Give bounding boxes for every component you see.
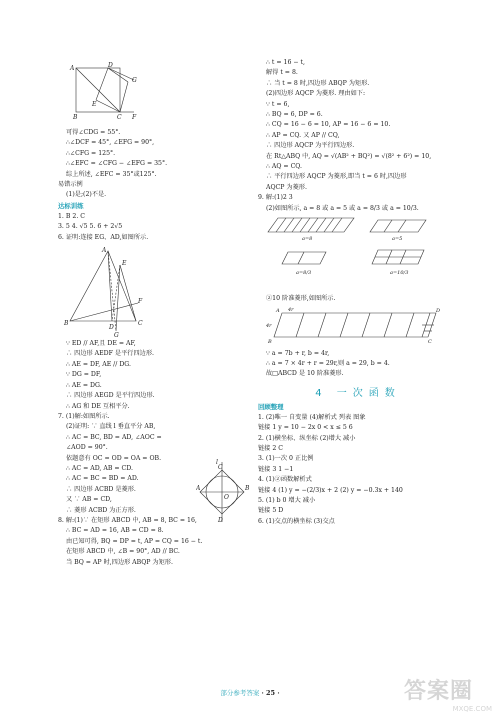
right-text-block-3 <box>258 349 458 380</box>
watermark-small: MXQE.COM <box>452 705 492 713</box>
footer-label: 部分参考答案 <box>220 689 260 697</box>
answer-line: ∴ AE = DG. <box>66 381 102 389</box>
answer-line: ∵ t = 6, <box>266 100 290 108</box>
answer-line: 7. (1)解:如图所示. <box>58 412 110 420</box>
answer-line: ∴ AC = BC = BD = AD. <box>66 475 139 483</box>
answer-line: 1. B 2. C <box>58 212 85 220</box>
figure-9-ten-order-rhombus <box>258 307 448 347</box>
answer-line: ∴ 四边形 AQCP 为平行四边形. <box>266 142 355 150</box>
fig6-label-c: C <box>138 320 143 328</box>
answer-line: 5. (1) b 0 增大 减小 <box>258 496 316 504</box>
left-text-block-2 <box>58 339 240 568</box>
fig1-label-g: G <box>132 77 137 84</box>
answer-line: 链接 5 D <box>258 507 284 515</box>
right-text-block-1 <box>258 58 458 214</box>
watermark-big: 答案圈 <box>404 679 474 704</box>
figure-6-triangle <box>58 245 158 337</box>
fig6-label-b: B <box>64 320 69 328</box>
fig1-label-a: A <box>70 65 75 72</box>
answer-line: ∠AOD = 90°. <box>66 444 108 452</box>
answer-line: 1. (2)唯一 自变量 (4)解析式 列表 图象 <box>258 413 366 421</box>
answer-line: 在矩形 ABCD 中, ∠B = 90°, AD // BC. <box>66 548 180 556</box>
answer-line: 在 Rt△ABQ 中, AQ = √(AB² + BQ²) = √(8² + 6²) = 10, <box>266 152 432 160</box>
answer-line: 由已知可得, BQ = DP = t, AP = CQ = 16 − t. <box>66 537 203 545</box>
fig7-label-b: B <box>245 485 250 492</box>
answer-line: ∴ AC = AD, AB = CD. <box>66 464 133 472</box>
left-text-block-1 <box>58 128 240 243</box>
answer-line: ∴ a = 7 × 4r + r = 29r,则 a = 29, b = 4. <box>266 359 390 367</box>
fig7-label-o: O <box>224 494 229 501</box>
fig1-label-d: D <box>108 62 113 69</box>
answer-line: 6. (1)交点的横坐标 (3)交点 <box>258 517 335 525</box>
answer-line: 2. (1)横坐标、纵坐标 (2)增大 减小 <box>258 434 356 442</box>
answer-line: 8. 解:(1)∵ 在矩形 ABCD 中, AB = 8, BC = 16, <box>58 516 197 524</box>
answer-line: 4. (1)②函数解析式 <box>258 476 312 484</box>
answer-line: ∴ BC = AD = 16, AB = CD = 8. <box>66 527 164 535</box>
fig6-label-e: E <box>122 260 127 268</box>
answer-line: (1)是;(2)不是. <box>66 191 107 199</box>
watermark-logo <box>404 674 492 714</box>
answer-line: ∴ 四边形 AEDF 是平行四边形. <box>66 350 154 358</box>
answer-line: 又 ∵ AB = CD, <box>66 496 112 504</box>
answer-line: ∴ AE = DF, AE // DG. <box>66 360 131 368</box>
answer-line: 链接 4 (1) y = −(2/3)x + 2 (2) y = −0.3x + 140 <box>258 486 403 494</box>
answer-line: ∴ 当 t = 8 时,四边形 ABQP 为矩形. <box>266 79 370 87</box>
chapter-title: 4 一次函数 <box>315 387 401 399</box>
page-number: · 25 · <box>261 689 280 697</box>
figure-1-rectangle <box>58 60 158 126</box>
answer-line: ∴ BQ = 6, DP = 6. <box>266 111 323 119</box>
fig7-label-d: D <box>218 517 223 524</box>
fig9b-label-b: B <box>268 338 272 345</box>
fig6-label-g: G <box>114 332 119 338</box>
answer-line: 解得 t = 8. <box>266 69 298 77</box>
answer-line: 3. (1)一次 0 正比例 <box>258 455 314 463</box>
fig7-label-l: l <box>216 459 218 466</box>
answer-line: 链接 2 C <box>258 444 283 452</box>
answer-line: ∴ AC = BC, BD = AD, ∠AOC = <box>66 433 162 441</box>
answer-line: ∴ 菱形 ACBD 为正方形. <box>66 506 136 514</box>
answer-line: 综上所述, ∠EFC = 35°或125°. <box>66 170 157 178</box>
fig9b-label-a: A <box>276 307 280 314</box>
fig9b-label-c: C <box>428 338 432 345</box>
fig9b-label-r-left: 4r <box>266 322 272 329</box>
fig1-label-b: B <box>73 114 78 121</box>
answer-line: 9. 解:(1)2 3 <box>258 194 293 202</box>
answer-line: 故□ABCD 是 10 阶准菱形. <box>266 370 344 378</box>
answer-line: 达标训练 <box>58 201 84 210</box>
fig9-label-a8: a=8 <box>302 236 313 243</box>
figure-7-square <box>196 456 250 526</box>
answer-line: ∴ AP = CQ. 又 AP // CQ, <box>266 131 340 139</box>
answer-line: ∴ 四边形 ACBD 是菱形. <box>66 485 136 493</box>
answer-line: 链接 1 y = 10 − 2x 0 < x ≤ 5 6 <box>258 424 353 432</box>
answer-line: ∴ AQ = CQ. <box>266 163 303 171</box>
answer-line: ②10 阶准菱形,如图所示. <box>266 295 336 303</box>
fig6-label-d: D <box>109 324 114 332</box>
answer-line: (2)如图所示, a = 8 或 a = 5 或 a = 8/3 或 a = 10/3. <box>266 204 419 212</box>
fig6-label-f: F <box>138 298 143 306</box>
section-heading-review: 回顾整理 <box>258 402 284 411</box>
right-column <box>258 58 458 527</box>
answer-line: ∵ ED // AF,且 DE = AF, <box>66 340 136 348</box>
answer-line: ∵ a = 7b + r, b = 4r, <box>266 349 330 357</box>
answer-line: ∴ CQ = 16 − 6 = 10, AP = 16 − 6 = 10. <box>266 121 391 129</box>
answer-line: ∴ 平行四边形 AQCP 为菱形,即当 t = 6 时,四边形 <box>266 173 407 181</box>
answer-line: AQCP 为菱形. <box>266 183 307 191</box>
answer-line: 6. 证明:连接 EG、AD,如图所示. <box>58 233 149 241</box>
answer-line: 链接 3 1 −1 <box>258 465 294 473</box>
answer-line: ∴∠DCF = 45°, ∠EFG = 90°, <box>66 139 155 147</box>
answer-line: ∵ DG = DF, <box>66 371 102 379</box>
fig7-label-a: A <box>196 485 201 492</box>
answer-line: ∴∠EFC = ∠CFG − ∠EFG = 35°. <box>66 160 168 168</box>
figure-9-parallelograms <box>258 216 438 292</box>
answer-line: (2)证明: ∵ 直线 l 垂直平分 AB, <box>66 423 156 431</box>
fig1-label-e: E <box>92 101 97 108</box>
fig9b-label-r: 4r <box>288 306 294 313</box>
answer-line: 当 BQ = AP 时,四边形 ABQP 为矩形. <box>66 558 173 566</box>
fig9-label-a83: a=8/3 <box>296 270 312 277</box>
fig9-label-a5: a=5 <box>392 236 403 243</box>
fig6-label-a: A <box>102 247 107 255</box>
answer-line: 依题意有 OC = OD = OA = OB. <box>66 454 162 462</box>
answer-line: 易错示例 <box>58 181 83 189</box>
answer-line: 可得∠CDG = 55°. <box>66 129 121 136</box>
answer-line: ∴ t = 16 − t, <box>266 59 305 66</box>
fig9-label-a103: a=10/3 <box>390 270 409 277</box>
fig1-label-c: C <box>117 114 122 121</box>
right-text-block-2 <box>258 294 458 304</box>
right-text-block-4 <box>258 413 458 527</box>
fig7-label-c: C <box>218 464 223 471</box>
fig9b-label-d: D <box>436 307 441 314</box>
answer-line: ∴ 四边形 AEGD 是平行四边形. <box>66 392 155 400</box>
answer-line: (2)四边形 AQCP 为菱形. 理由如下: <box>266 90 366 98</box>
answer-line: 3. 5 4. √5 5. 6 + 2√5 <box>58 223 123 231</box>
fig1-label-f: F <box>132 114 137 121</box>
answer-line: ∴ AG 和 DE 互相平分. <box>66 402 130 410</box>
answer-line: ∴∠CFG = 125°. <box>66 149 116 157</box>
